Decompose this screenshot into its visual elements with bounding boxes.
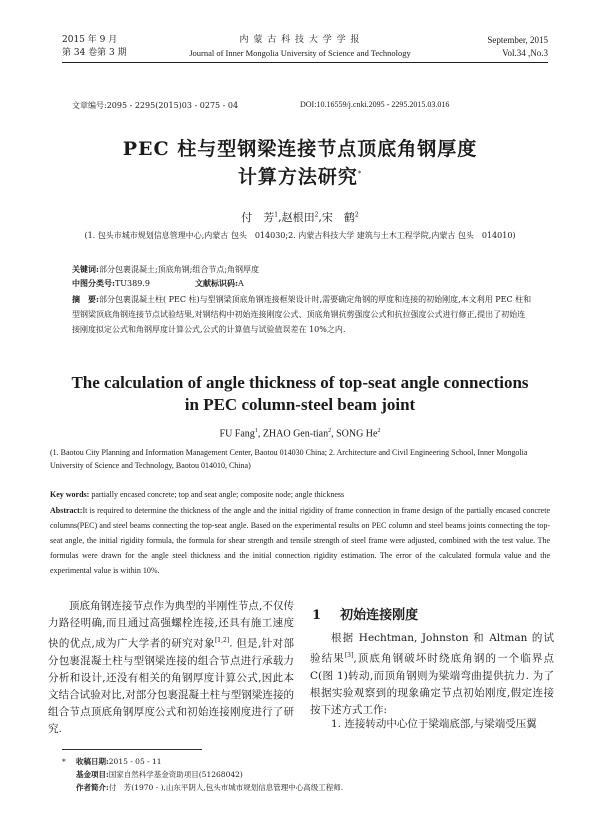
title-en-line1: The calculation of angle thickness of top-seat angle connections xyxy=(71,373,529,392)
header-volume-cn: 第 34 卷第 3 期 xyxy=(62,48,127,58)
author-en-3: , SONG He xyxy=(331,428,378,440)
title-cn-line2-wrap xyxy=(0,162,600,189)
doc-code-value: A xyxy=(237,279,244,288)
header-issue-date-en: September, 2015 xyxy=(487,35,548,45)
abstract-cn xyxy=(72,292,532,337)
affiliation-cn: (1. 包头市城市规划信息管理中心,内蒙古 包头 014030;2. 内蒙古科技大学 建筑与土木工程学院,内蒙古 包头 014010) xyxy=(84,231,516,240)
doi: DOI:10.16559/j.cnki.2095 - 2295.2015.03.016 xyxy=(300,100,450,109)
affiliation-en: (1. Baotou City Planning and Information Management Center, Baotou 014030 China; 2. Architecture and Civil Engineering School, Inner Mongolia University of Science and Technology, Baotou 014010, China) xyxy=(50,448,528,470)
classification-label: 中图分类号: xyxy=(72,278,115,288)
footnote xyxy=(62,755,462,794)
footnote-received xyxy=(62,755,462,768)
abstract-en-label: Abstract: xyxy=(50,506,83,515)
classification-value: TU389.9 xyxy=(114,279,150,288)
body-left-paragraph-cont: . 但是,针对部分包裹混凝土柱与型钢梁连接的组合节点进行承载力分析和设计,还没有相关的角钢厚度计算公式,因此本文结合试验对比,对部分包裹混凝土柱与型钢梁连接的组合节点顶底角钢厚度公式和初始连接刚度进行了研究. xyxy=(48,637,294,735)
author-cn-1-sup: 1 xyxy=(274,211,279,219)
received-label: 收稿日期: xyxy=(76,757,109,766)
author-en-1: FU Fang xyxy=(219,428,255,440)
body-right-para1-b: ,顶底角钢破坏时绕底角钢的一个临界点 C(图 1)转动,而顶角钢则为梁端弯曲提供抗力. 为了根据实验观察到的现象确定节点初始刚度,假定连接按下述方式工作: xyxy=(310,652,554,716)
keywords-en-label: Key words: xyxy=(50,490,90,499)
fund-label: 基金项目: xyxy=(76,770,109,779)
title-cn-mark: * xyxy=(357,170,363,178)
author-cn-3: ,宋 鹤 xyxy=(318,211,355,224)
authors-en xyxy=(0,428,600,439)
header-rule xyxy=(62,62,548,63)
doc-code-label: 文献标识码: xyxy=(195,278,238,288)
footnote-fund xyxy=(62,768,462,781)
bio-text: 付 芳(1970 - ),山东平阴人,包头市城市规划信息管理中心高级工程师. xyxy=(108,783,344,792)
author-en-2: , ZHAO Gen-tian xyxy=(257,428,329,440)
keywords-en-text: partially encased concrete; top and seat angle; composite node; angle thickness xyxy=(91,490,345,499)
received-date: 2015 - 05 - 11 xyxy=(108,757,162,766)
author-en-1-sup: 1 xyxy=(254,428,258,434)
author-en-3-sup: 2 xyxy=(377,428,381,434)
abstract-cn-label: 摘 要: xyxy=(72,294,99,304)
keywords-en xyxy=(50,487,550,502)
footnote-star: * xyxy=(62,757,66,766)
section-title: 初始连接刚度 xyxy=(340,608,419,623)
bio-label: 作者简介: xyxy=(76,783,109,792)
body-right-para1-a: 根据 Hechtman, Johnston 和 Altman 的试验结果 xyxy=(310,632,554,665)
header-journal-cn: 内 蒙 古 科 技 大 学 学 报 xyxy=(239,35,361,45)
section-number: 1 xyxy=(312,608,322,623)
body-right-item1: 1. 连接转动中心位于梁端底部,与梁端受压翼 xyxy=(331,718,537,730)
header-journal-en: Journal of Inner Mongolia University of Science and Technology xyxy=(189,48,411,58)
footnote-rule xyxy=(62,749,202,750)
body-left-paragraph: 顶底角钢连接节点作为典型的半刚性节点,不仅传力路径明确,而且通过高强螺栓连接,还具有施工速度快的优点,成为广大学者的研究对象 xyxy=(48,600,294,650)
author-cn-2: ,赵根田 xyxy=(278,211,315,224)
article-number: 文章编号:2095 - 2295(2015)03 - 0275 - 04 xyxy=(72,101,239,110)
header-volume-en: Vol.34 ,No.3 xyxy=(502,48,548,58)
body-left-column xyxy=(48,598,294,738)
title-cn-line1: PEC 柱与型钢梁连接节点顶底角钢厚度 xyxy=(122,138,478,160)
abstract-en-text: It is required to determine the thickness of the angle and the initial rigidity of frame connection in frame design of the partially encased concrete columns(PEC) and steel beams connecting the top-seat angle. Based on the experimental results on PEC column and steel beams joints connecting the top-seat angle, the initial rigidity formula, the formula for shear strength and tensile strength of steel frame were adjusted, combined with the test value. The formulas were drawn for the angle steel thickness and the initial connection rigidity estimation. The error of the calculated formula value and the experimental value is within 10%. xyxy=(50,506,550,575)
author-en-2-sup: 2 xyxy=(328,428,332,434)
abstract-cn-text: 部分包裹混凝土柱( PEC 柱)与型钢梁顶底角钢连接框架设计时,需要确定角钢的厚度和连接的初始刚度,本文利用 PEC 柱和型钢梁顶底角钢连接节点试验结果,对钢结构中初始连接刚度公式、顶底角钢抗剪强度公式和抗拉强度公式进行修正,提出了初始连接刚度拟定公式和角钢厚度计算公式,公式的计算值与试验值误差在 10%之内. xyxy=(72,295,532,334)
author-cn-3-sup: 2 xyxy=(354,211,359,219)
title-en-line2: in PEC column-steel beam joint xyxy=(184,395,416,414)
classification xyxy=(72,276,532,291)
author-cn-2-sup: 2 xyxy=(314,211,319,219)
section-heading xyxy=(312,604,418,623)
body-right-cite: [3] xyxy=(344,652,354,659)
body-left-cite: [1,2] xyxy=(214,637,230,644)
body-right-paragraph xyxy=(310,630,554,719)
keywords-cn-text: 部分包裹混凝土;顶底角钢;组合节点;角钢厚度 xyxy=(98,265,260,274)
author-cn-1: 付 芳 xyxy=(241,211,275,224)
footnote-bio xyxy=(62,781,462,794)
fund-text: 国家自然科学基金资助项目(51268042) xyxy=(108,770,243,779)
abstract-en xyxy=(50,503,550,578)
keywords-cn xyxy=(72,262,532,277)
keywords-cn-label: 关键词: xyxy=(72,264,99,274)
title-cn-line2: 计算方法研究 xyxy=(237,166,358,188)
header-issue-date-cn: 2015 年 9 月 xyxy=(62,35,118,45)
authors-cn xyxy=(0,209,600,225)
